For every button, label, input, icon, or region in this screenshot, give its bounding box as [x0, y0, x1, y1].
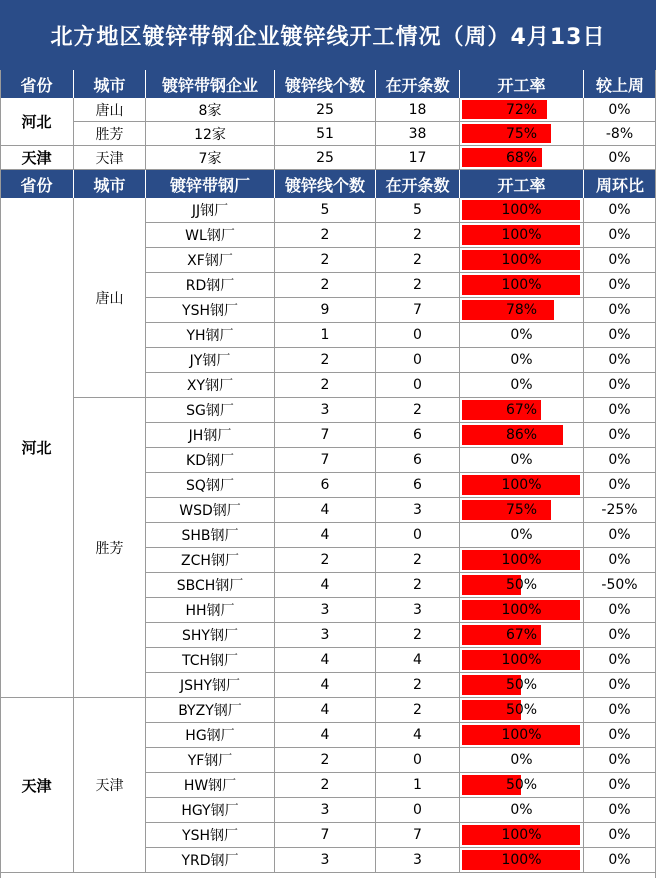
- detail-mill-cell: YSH钢厂: [146, 823, 275, 848]
- detail-city-cell: 胜芳: [74, 398, 146, 698]
- summary-open-cell: 17: [376, 146, 460, 170]
- detail-open-cell: 0: [376, 523, 460, 548]
- detail-change-cell: 0%: [584, 223, 656, 248]
- detail-mill-cell: YF钢厂: [146, 748, 275, 773]
- detail-rate-cell: [460, 848, 584, 873]
- detail-lines-cell: 7: [275, 423, 376, 448]
- detail-open-cell: 6: [376, 473, 460, 498]
- detail-open-cell: 4: [376, 723, 460, 748]
- detail-lines-cell: 4: [275, 723, 376, 748]
- rate-label: 67%: [505, 402, 538, 418]
- detail-lines-cell: 3: [275, 598, 376, 623]
- detail-open-cell: 1: [376, 773, 460, 798]
- summary-city-cell: 唐山: [74, 98, 146, 122]
- detail-lines-cell: 4: [275, 648, 376, 673]
- detail-mill-cell: JJ钢厂: [146, 198, 275, 223]
- detail-open-cell: 5: [376, 198, 460, 223]
- detail-rate-cell: [460, 248, 584, 273]
- summary-change-cell: 0%: [584, 98, 656, 122]
- detail-change-cell: 0%: [584, 323, 656, 348]
- detail-rate-cell: [460, 798, 584, 823]
- detail-header-cell: 在开条数: [376, 170, 460, 198]
- detail-open-cell: 0: [376, 798, 460, 823]
- rate-label: 100%: [501, 827, 542, 843]
- detail-open-cell: 2: [376, 398, 460, 423]
- detail-mill-cell: YSH钢厂: [146, 298, 275, 323]
- detail-open-cell: 7: [376, 298, 460, 323]
- summary-count-cell: 8家: [146, 98, 275, 122]
- rate-label: 68%: [505, 149, 538, 166]
- rate-label: 75%: [505, 125, 538, 142]
- detail-lines-cell: 7: [275, 823, 376, 848]
- summary-rate-cell: [460, 122, 584, 146]
- detail-open-cell: 0: [376, 323, 460, 348]
- detail-change-cell: 0%: [584, 798, 656, 823]
- rate-label: 0%: [510, 752, 533, 768]
- rate-label: 67%: [505, 627, 538, 643]
- detail-change-cell: -25%: [584, 498, 656, 523]
- detail-change-cell: 0%: [584, 298, 656, 323]
- detail-rate-cell: [460, 323, 584, 348]
- rate-label: 50%: [505, 577, 538, 593]
- detail-rate-cell: [460, 723, 584, 748]
- summary-open-cell: 18: [376, 98, 460, 122]
- summary-lines-cell: 51: [275, 122, 376, 146]
- detail-lines-cell: 4: [275, 673, 376, 698]
- detail-lines-cell: 4: [275, 698, 376, 723]
- rate-label: 75%: [505, 502, 538, 518]
- detail-mill-cell: HW钢厂: [146, 773, 275, 798]
- summary-header-cell: 镀锌带钢企业: [146, 70, 275, 98]
- detail-rate-cell: [460, 598, 584, 623]
- detail-lines-cell: 3: [275, 623, 376, 648]
- rate-label: 50%: [505, 777, 538, 793]
- detail-rate-cell: [460, 223, 584, 248]
- detail-rate-cell: [460, 523, 584, 548]
- rate-label: 100%: [501, 652, 542, 668]
- summary-lines-cell: 25: [275, 98, 376, 122]
- rate-label: 50%: [505, 677, 538, 693]
- detail-rate-cell: [460, 673, 584, 698]
- detail-change-cell: 0%: [584, 473, 656, 498]
- detail-mill-cell: KD钢厂: [146, 448, 275, 473]
- detail-header-cell: 开工率: [460, 170, 584, 198]
- detail-open-cell: 0: [376, 348, 460, 373]
- detail-rate-cell: [460, 773, 584, 798]
- detail-change-cell: 0%: [584, 648, 656, 673]
- detail-lines-cell: 4: [275, 523, 376, 548]
- summary-open-cell: 38: [376, 122, 460, 146]
- detail-change-cell: 0%: [584, 673, 656, 698]
- detail-rate-cell: [460, 473, 584, 498]
- detail-lines-cell: 4: [275, 573, 376, 598]
- detail-change-cell: 0%: [584, 398, 656, 423]
- detail-open-cell: 0: [376, 748, 460, 773]
- detail-mill-cell: YH钢厂: [146, 323, 275, 348]
- detail-rate-cell: [460, 298, 584, 323]
- detail-header-cell: 周环比: [584, 170, 656, 198]
- detail-mill-cell: HH钢厂: [146, 598, 275, 623]
- detail-mill-cell: TCH钢厂: [146, 648, 275, 673]
- rate-label: 0%: [510, 377, 533, 393]
- detail-province-cell: 河北: [0, 198, 74, 698]
- detail-rate-cell: [460, 548, 584, 573]
- detail-header-cell: 省份: [0, 170, 74, 198]
- detail-lines-cell: 2: [275, 548, 376, 573]
- detail-lines-cell: 2: [275, 348, 376, 373]
- summary-lines-cell: 25: [275, 146, 376, 170]
- rate-label: 0%: [510, 352, 533, 368]
- detail-change-cell: 0%: [584, 348, 656, 373]
- rate-label: 72%: [505, 101, 538, 118]
- detail-lines-cell: 3: [275, 848, 376, 873]
- detail-change-cell: 0%: [584, 698, 656, 723]
- detail-lines-cell: 4: [275, 498, 376, 523]
- summary-city-cell: 天津: [74, 146, 146, 170]
- detail-open-cell: 2: [376, 698, 460, 723]
- detail-rate-cell: [460, 498, 584, 523]
- detail-lines-cell: 2: [275, 248, 376, 273]
- detail-lines-cell: 3: [275, 398, 376, 423]
- detail-open-cell: 0: [376, 373, 460, 398]
- detail-open-cell: 2: [376, 223, 460, 248]
- rate-label: 0%: [510, 802, 533, 818]
- detail-change-cell: 0%: [584, 548, 656, 573]
- detail-rate-cell: [460, 423, 584, 448]
- report-title: 北方地区镀锌带钢企业镀锌线开工情况（周）4月13日: [0, 0, 656, 70]
- summary-province-cell: 天津: [0, 146, 74, 170]
- detail-city-cell: 天津: [74, 698, 146, 873]
- detail-rate-cell: [460, 748, 584, 773]
- detail-lines-cell: 3: [275, 798, 376, 823]
- rate-label: 78%: [505, 302, 538, 318]
- detail-mill-cell: SBCH钢厂: [146, 573, 275, 598]
- detail-rate-cell: [460, 373, 584, 398]
- detail-change-cell: 0%: [584, 623, 656, 648]
- detail-change-cell: 0%: [584, 773, 656, 798]
- detail-mill-cell: SHB钢厂: [146, 523, 275, 548]
- detail-change-cell: 0%: [584, 198, 656, 223]
- detail-change-cell: 0%: [584, 748, 656, 773]
- detail-rate-cell: [460, 398, 584, 423]
- detail-rate-cell: [460, 623, 584, 648]
- summary-city-cell: 胜芳: [74, 122, 146, 146]
- detail-change-cell: 0%: [584, 248, 656, 273]
- summary-rate-cell: [460, 98, 584, 122]
- detail-change-cell: 0%: [584, 848, 656, 873]
- detail-lines-cell: 2: [275, 223, 376, 248]
- detail-lines-cell: 2: [275, 748, 376, 773]
- summary-header-cell: 镀锌线个数: [275, 70, 376, 98]
- detail-open-cell: 2: [376, 248, 460, 273]
- rate-label: 100%: [501, 277, 542, 293]
- detail-rate-cell: [460, 698, 584, 723]
- detail-open-cell: 3: [376, 848, 460, 873]
- detail-change-cell: 0%: [584, 423, 656, 448]
- rate-label: 0%: [510, 327, 533, 343]
- detail-lines-cell: 2: [275, 273, 376, 298]
- detail-mill-cell: WL钢厂: [146, 223, 275, 248]
- summary-header-cell: 开工率: [460, 70, 584, 98]
- summary-count-cell: 12家: [146, 122, 275, 146]
- rate-label: 100%: [501, 852, 542, 868]
- detail-lines-cell: 9: [275, 298, 376, 323]
- rate-label: 86%: [505, 427, 538, 443]
- detail-header-cell: 镀锌线个数: [275, 170, 376, 198]
- detail-mill-cell: SHY钢厂: [146, 623, 275, 648]
- detail-mill-cell: JSHY钢厂: [146, 673, 275, 698]
- rate-label: 0%: [510, 452, 533, 468]
- detail-lines-cell: 2: [275, 373, 376, 398]
- summary-change-cell: -8%: [584, 122, 656, 146]
- detail-lines-cell: 2: [275, 773, 376, 798]
- detail-change-cell: 0%: [584, 598, 656, 623]
- detail-open-cell: 6: [376, 448, 460, 473]
- detail-change-cell: 0%: [584, 273, 656, 298]
- detail-lines-cell: 6: [275, 473, 376, 498]
- rate-label: 100%: [501, 477, 542, 493]
- detail-change-cell: -50%: [584, 573, 656, 598]
- summary-change-cell: 0%: [584, 146, 656, 170]
- summary-count-cell: 7家: [146, 146, 275, 170]
- detail-mill-cell: XY钢厂: [146, 373, 275, 398]
- detail-mill-cell: XF钢厂: [146, 248, 275, 273]
- summary-header-cell: 城市: [74, 70, 146, 98]
- detail-city-cell: 唐山: [74, 198, 146, 398]
- detail-change-cell: 0%: [584, 448, 656, 473]
- detail-open-cell: 2: [376, 573, 460, 598]
- detail-rate-cell: [460, 648, 584, 673]
- detail-rate-cell: [460, 198, 584, 223]
- detail-rate-cell: [460, 448, 584, 473]
- rate-label: 100%: [501, 727, 542, 743]
- rate-label: 100%: [501, 202, 542, 218]
- detail-mill-cell: JY钢厂: [146, 348, 275, 373]
- detail-mill-cell: SQ钢厂: [146, 473, 275, 498]
- detail-change-cell: 0%: [584, 523, 656, 548]
- detail-header-cell: 城市: [74, 170, 146, 198]
- detail-lines-cell: 1: [275, 323, 376, 348]
- detail-mill-cell: RD钢厂: [146, 273, 275, 298]
- rate-label: 100%: [501, 227, 542, 243]
- detail-header-cell: 镀锌带钢厂: [146, 170, 275, 198]
- detail-mill-cell: WSD钢厂: [146, 498, 275, 523]
- detail-rate-cell: [460, 348, 584, 373]
- detail-mill-cell: YRD钢厂: [146, 848, 275, 873]
- detail-lines-cell: 5: [275, 198, 376, 223]
- detail-open-cell: 2: [376, 623, 460, 648]
- detail-change-cell: 0%: [584, 723, 656, 748]
- detail-mill-cell: HGY钢厂: [146, 798, 275, 823]
- detail-change-cell: 0%: [584, 373, 656, 398]
- detail-province-cell: 天津: [0, 698, 74, 873]
- summary-header-cell: 省份: [0, 70, 74, 98]
- detail-open-cell: 6: [376, 423, 460, 448]
- detail-rate-cell: [460, 273, 584, 298]
- detail-mill-cell: SG钢厂: [146, 398, 275, 423]
- detail-open-cell: 3: [376, 498, 460, 523]
- detail-open-cell: 2: [376, 673, 460, 698]
- detail-mill-cell: JH钢厂: [146, 423, 275, 448]
- rate-label: 50%: [505, 702, 538, 718]
- rate-label: 0%: [510, 527, 533, 543]
- detail-mill-cell: HG钢厂: [146, 723, 275, 748]
- detail-open-cell: 2: [376, 273, 460, 298]
- detail-mill-cell: BYZY钢厂: [146, 698, 275, 723]
- detail-lines-cell: 7: [275, 448, 376, 473]
- rate-label: 100%: [501, 252, 542, 268]
- detail-open-cell: 2: [376, 548, 460, 573]
- summary-header-cell: 在开条数: [376, 70, 460, 98]
- detail-mill-cell: ZCH钢厂: [146, 548, 275, 573]
- summary-province-cell: 河北: [0, 98, 74, 146]
- detail-change-cell: 0%: [584, 823, 656, 848]
- rate-label: 100%: [501, 552, 542, 568]
- summary-rate-cell: [460, 146, 584, 170]
- detail-open-cell: 4: [376, 648, 460, 673]
- summary-header-cell: 较上周: [584, 70, 656, 98]
- detail-open-cell: 7: [376, 823, 460, 848]
- detail-rate-cell: [460, 573, 584, 598]
- detail-rate-cell: [460, 823, 584, 848]
- detail-open-cell: 3: [376, 598, 460, 623]
- rate-label: 100%: [501, 602, 542, 618]
